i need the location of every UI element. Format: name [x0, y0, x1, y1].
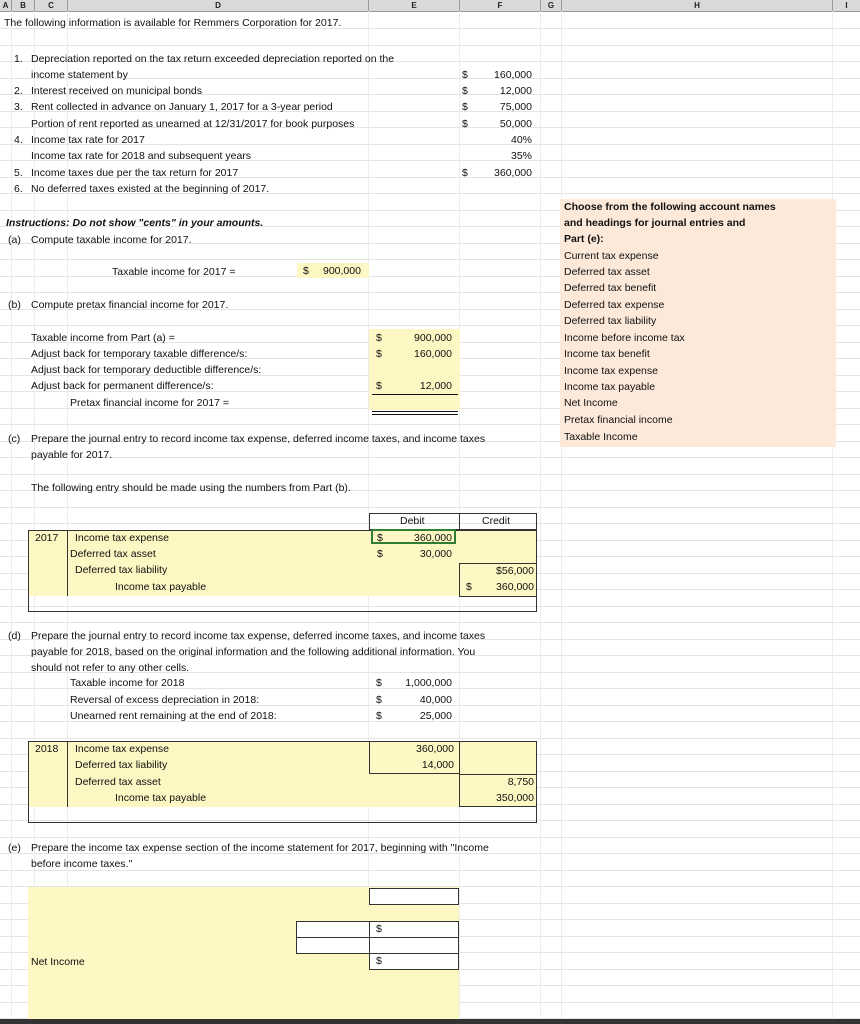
- fact-text: Depreciation reported on the tax return exceeded depreciation reported on the: [31, 53, 395, 65]
- fact-text: income statement by: [31, 69, 128, 81]
- column-header-h[interactable]: H: [562, 0, 833, 11]
- pretax-row-label: Adjust back for temporary deductible difference/s:: [31, 364, 262, 376]
- choice-item: Deferred tax liability: [564, 315, 657, 327]
- fact-amount[interactable]: 35%: [510, 150, 532, 162]
- column-header-c[interactable]: C: [35, 0, 68, 11]
- journal-year: 2018: [35, 743, 59, 755]
- fact-number: 1.: [14, 53, 23, 65]
- account-name[interactable]: Income tax expense: [75, 532, 169, 544]
- column-header-b[interactable]: B: [12, 0, 35, 11]
- pretax-value[interactable]: 12,000: [419, 380, 452, 392]
- account-name[interactable]: Income tax payable: [115, 581, 207, 593]
- fact-amount[interactable]: 360,000: [494, 167, 532, 179]
- grid-column-line: [832, 11, 833, 1024]
- debit-header: Debit: [400, 515, 425, 527]
- choices-heading: Part (e):: [564, 233, 604, 245]
- choices-panel: [560, 199, 836, 447]
- fact-text: Income tax rate for 2018 and subsequent years: [31, 150, 252, 162]
- fact-currency: $: [462, 69, 468, 81]
- info-label: Unearned rent remaining at the end of 2018:: [70, 710, 277, 722]
- credit-amount[interactable]: 8,750: [507, 776, 534, 788]
- grid-row-line: [0, 45, 860, 46]
- fact-text: Rent collected in advance on January 1, 2017 for a 3-year period: [31, 101, 333, 113]
- info-value[interactable]: 1,000,000: [405, 677, 452, 689]
- part-c-text: payable for 2017.: [31, 449, 113, 461]
- grid-column-line: [11, 11, 12, 1024]
- fact-currency: $: [462, 101, 468, 113]
- net-income-label: Net Income: [31, 956, 85, 968]
- pretax-row-label: Adjust back for temporary taxable difference/s:: [31, 348, 248, 360]
- account-name[interactable]: Income tax expense: [75, 743, 169, 755]
- year-divider: [67, 741, 68, 807]
- part-a-text: Compute taxable income for 2017.: [31, 234, 192, 246]
- journal-year: 2017: [35, 532, 59, 544]
- choice-item: Deferred tax benefit: [564, 282, 657, 294]
- column-header-a[interactable]: A: [0, 0, 12, 11]
- part-c-label: (c): [8, 433, 21, 445]
- currency-sign: $: [376, 348, 382, 360]
- choice-item: Income tax expense: [564, 365, 658, 377]
- choice-item: Income before income tax: [564, 332, 685, 344]
- fact-currency: $: [462, 167, 468, 179]
- part-a-label: (a): [8, 234, 21, 246]
- income-statement-cell[interactable]: [369, 888, 459, 905]
- choice-item: Deferred tax asset: [564, 266, 650, 278]
- grid-column-line: [561, 11, 562, 1024]
- bottom-scrollbar[interactable]: [0, 1019, 860, 1024]
- debit-header-cell: [369, 513, 460, 530]
- income-statement-cell[interactable]: [369, 937, 459, 954]
- grid-row-line: [0, 507, 860, 508]
- choice-item: Current tax expense: [564, 250, 659, 262]
- fact-number: 5.: [14, 167, 23, 179]
- column-header-f[interactable]: F: [460, 0, 541, 11]
- grid-row-line: [0, 837, 860, 838]
- part-b-label: (b): [8, 299, 21, 311]
- column-header-g[interactable]: G: [541, 0, 562, 11]
- choice-item: Deferred tax expense: [564, 299, 665, 311]
- instructions-text: Instructions: Do not show "cents" in your amounts.: [6, 217, 264, 229]
- credit-amount[interactable]: 360,000: [496, 581, 534, 593]
- currency-sign: $: [377, 548, 383, 560]
- intro-text: The following information is available for Remmers Corporation for 2017.: [4, 17, 342, 29]
- currency-sign: $: [376, 380, 382, 392]
- fact-number: 4.: [14, 134, 23, 146]
- fact-number: 3.: [14, 101, 23, 113]
- total-double-underline: [372, 411, 458, 412]
- column-header-bar: [0, 0, 860, 12]
- account-name[interactable]: Deferred tax liability: [75, 759, 168, 771]
- credit-amount[interactable]: $56,000: [496, 565, 534, 577]
- fact-text: Portion of rent reported as unearned at 12/31/2017 for book purposes: [31, 118, 355, 130]
- choice-item: Net Income: [564, 397, 618, 409]
- income-statement-cell[interactable]: [369, 953, 459, 970]
- fact-amount[interactable]: 40%: [510, 134, 532, 146]
- grid-row-line: [0, 457, 860, 458]
- choice-item: Taxable Income: [564, 431, 638, 443]
- credit-header: Credit: [482, 515, 511, 527]
- part-e-text: Prepare the income tax expense section of the income statement for 2017, beginning with "Income: [31, 842, 489, 854]
- currency-sign: $: [376, 955, 382, 967]
- fact-text: Income taxes due per the tax return for 2017: [31, 167, 239, 179]
- choice-item: Pretax financial income: [564, 414, 673, 426]
- taxable-income-value: 900,000: [323, 265, 361, 277]
- income-statement-cell[interactable]: [296, 937, 370, 954]
- debit-amount[interactable]: 30,000: [419, 548, 452, 560]
- fact-amount[interactable]: 50,000: [499, 118, 532, 130]
- income-statement-cell[interactable]: [296, 921, 370, 938]
- debit-amount[interactable]: 360,000: [416, 743, 454, 755]
- fact-text: Interest received on municipal bonds: [31, 85, 203, 97]
- currency-sign: $: [303, 265, 309, 277]
- fact-amount[interactable]: 12,000: [499, 85, 532, 97]
- column-header-i[interactable]: I: [845, 1, 848, 10]
- info-label: Reversal of excess depreciation in 2018:: [70, 694, 260, 706]
- part-b-text: Compute pretax financial income for 2017.: [31, 299, 229, 311]
- currency-sign: $: [376, 332, 382, 344]
- pretax-value[interactable]: 900,000: [414, 332, 452, 344]
- grid-row-line: [0, 738, 860, 739]
- credit-header-cell: [459, 513, 537, 530]
- column-header-d[interactable]: D: [68, 0, 369, 11]
- debit-amount[interactable]: 360,000: [414, 532, 452, 544]
- total-double-underline: [372, 414, 458, 415]
- fact-amount[interactable]: 160,000: [494, 69, 532, 81]
- currency-sign: $: [466, 581, 472, 593]
- fact-number: 6.: [14, 183, 23, 195]
- grid-column-line: [540, 11, 541, 1024]
- fact-currency: $: [462, 118, 468, 130]
- info-label: Taxable income for 2018: [70, 677, 185, 689]
- income-statement-cell[interactable]: [369, 921, 459, 938]
- account-name[interactable]: Deferred tax liability: [75, 564, 168, 576]
- choices-heading: and headings for journal entries and: [564, 217, 746, 229]
- choice-item: Income tax benefit: [564, 348, 650, 360]
- part-e-text: before income taxes.": [31, 858, 133, 870]
- pretax-total-label: Pretax financial income for 2017 =: [70, 397, 230, 409]
- debit-amount[interactable]: 14,000: [421, 759, 454, 771]
- account-name[interactable]: Income tax payable: [115, 792, 207, 804]
- part-e-label: (e): [8, 842, 21, 854]
- part-d-text: Prepare the journal entry to record income tax expense, deferred income taxes, and income taxes: [31, 630, 486, 642]
- pretax-row-label: Taxable income from Part (a) =: [31, 332, 175, 344]
- part-c-note: The following entry should be made using the numbers from Part (b).: [31, 482, 351, 494]
- fact-amount[interactable]: 75,000: [499, 101, 532, 113]
- grid-row-line: [0, 78, 860, 79]
- pretax-value[interactable]: 160,000: [414, 348, 452, 360]
- currency-sign: $: [376, 923, 382, 935]
- choice-item: Income tax payable: [564, 381, 656, 393]
- grid-row-line: [0, 474, 860, 475]
- grid-row-line: [0, 870, 860, 871]
- fact-currency: $: [462, 85, 468, 97]
- grid-row-line: [0, 622, 860, 623]
- grid-column-line: [34, 11, 35, 1024]
- account-name[interactable]: Deferred tax asset: [75, 776, 161, 788]
- pretax-row-label: Adjust back for permanent difference/s:: [31, 380, 214, 392]
- fact-text: Income tax rate for 2017: [31, 134, 145, 146]
- part-d-label: (d): [8, 630, 21, 642]
- fact-number: 2.: [14, 85, 23, 97]
- currency-sign: $: [376, 710, 382, 722]
- taxable-income-label: Taxable income for 2017 =: [112, 266, 236, 278]
- currency-sign: $: [376, 677, 382, 689]
- credit-amount[interactable]: 350,000: [496, 792, 534, 804]
- info-value[interactable]: 25,000: [419, 710, 452, 722]
- column-header-e[interactable]: E: [369, 0, 460, 11]
- currency-sign: $: [377, 532, 383, 544]
- fact-text: No deferred taxes existed at the beginning of 2017.: [31, 183, 270, 195]
- part-d-text: payable for 2018, based on the original information and the following additional information. You: [31, 646, 476, 658]
- year-divider: [67, 530, 68, 596]
- grid-column-line: [67, 11, 68, 1024]
- info-value[interactable]: 40,000: [419, 694, 452, 706]
- part-d-text: should not refer to any other cells.: [31, 662, 190, 674]
- taxable-income-cell[interactable]: [297, 263, 369, 278]
- currency-sign: $: [376, 694, 382, 706]
- choices-heading: Choose from the following account names: [564, 201, 776, 213]
- account-name[interactable]: Deferred tax asset: [70, 548, 156, 560]
- subtotal-underline: [372, 394, 458, 395]
- part-c-text: Prepare the journal entry to record income tax expense, deferred income taxes, and income taxes: [31, 433, 486, 445]
